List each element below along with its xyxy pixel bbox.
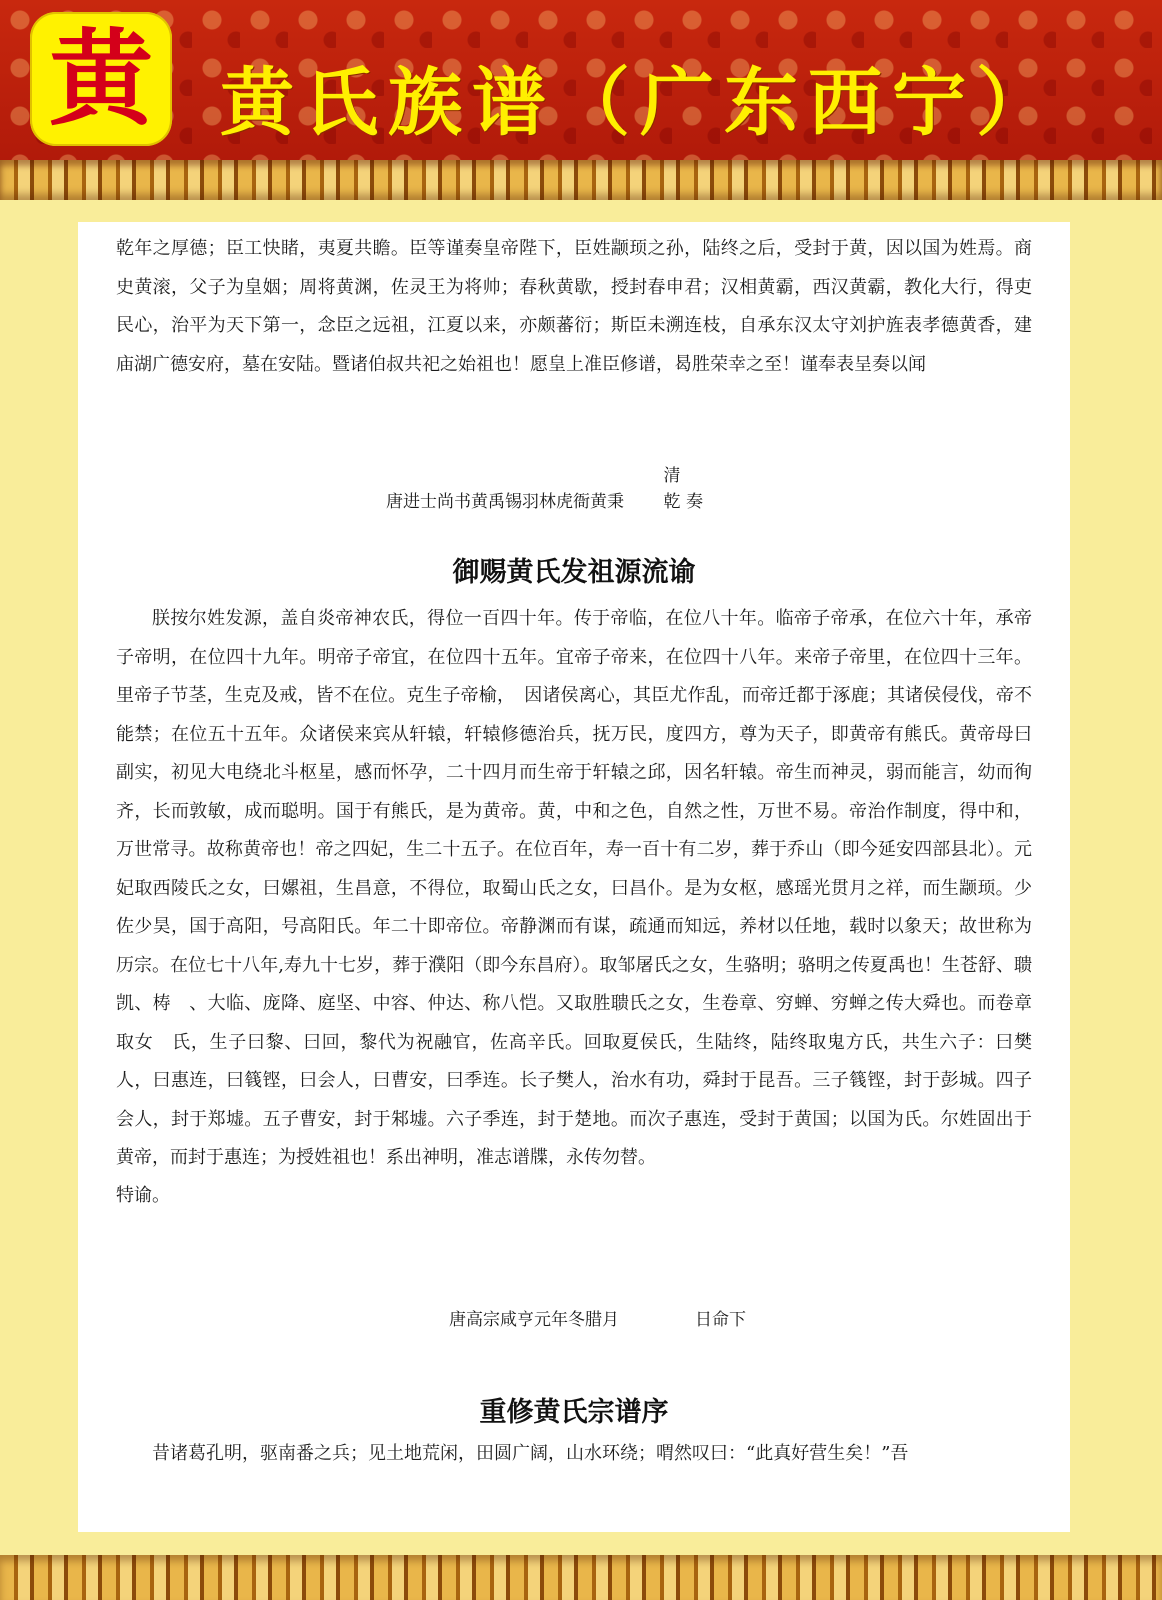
edict-end: 日命下 — [695, 1310, 746, 1330]
signature-end: 奏 — [686, 492, 703, 512]
preface-paragraph: 昔诸葛孔明，驱南番之兵；见土地荒闲，田圆广阔，山水环绕；喟然叹曰：“此真好营生矣！”吾 — [152, 1443, 909, 1464]
memorial-signature — [386, 463, 886, 543]
signature-text: 唐进士尚书黄禹锡羽林虎衙黄秉 — [386, 492, 624, 512]
gold-border-bottom — [0, 1555, 1162, 1600]
signature-stack — [661, 463, 683, 515]
header-banner — [0, 0, 1162, 160]
signature-stack-bottom: 乾 — [663, 492, 681, 512]
memorial-paragraph: 乾年之厚德；臣工快睹，夷夏共瞻。臣等谨奏皇帝陛下，臣姓颛顼之孙，陆终之后，受封于黄，因以国为姓焉。商史黄滚，父子为皇姻；周将黄渊，佐灵王为将帅；春秋黄歇，授封春申君；汉相黄霸，西汉黄霸，教化大行，得吏民心，治平为天下第一，念臣之远祖，江夏以来，亦颇蕃衍；斯臣未溯连枝，自承东汉太守刘护旌表孝德黄香，建庙湖广德安府，墓在安陆。暨诸伯叔共祀之始祖也！愿皇上准臣修谱，曷胜荣幸之至！谨奉表呈奏以闻 — [116, 238, 1032, 375]
edict-closing: 特谕。 — [116, 1184, 170, 1206]
document-page — [78, 222, 1070, 1532]
edict-date: 唐高宗咸亨元年冬腊月 — [449, 1310, 619, 1330]
edict-paragraph: 朕按尔姓发源，盖自炎帝神农氏，得位一百四十年。传于帝临，在位八十年。临帝子帝承，在位六十年，承帝子帝明，在位四十九年。明帝子帝宜，在位四十五年。宜帝子帝来，在位四十八年。来帝子帝里，在位四十三年。里帝子节茎，生克及戒，皆不在位。克生子帝榆， 因诸侯离心，其臣尤作乱，而帝迁都于涿鹿；其诸侯侵伐，帝不能禁；在位五十五年。众诸侯来宾从轩辕，轩辕修德治兵，抚万民，度四方，尊为天子，即黄帝有熊氏。黄帝母曰副实，初见大电绕北斗枢星，感而怀孕，二十四月而生帝于轩辕之邱，因名轩辕。帝生而神灵，弱而能言，幼而徇齐，长而敦敏，成而聪明。国于有熊氏，是为黄帝。黄，中和之色，自然之性，万世不易。帝治作制度，得中和，万世常寻。故称黄帝也！帝之四妃，生二十五子。在位百年，寿一百十有二岁，葬于乔山（即今延安四部县北）。元妃取西陵氏之女，曰嫘祖，生昌意，不得位，取蜀山氏之女，曰昌仆。是为女枢，感瑶光贯月之祥，而生颛顼。少佐少昊，国于高阳，号高阳氏。年二十即帝位。帝静渊而有谋，疏通而知远，养材以任地，载时以象天；故世称为历宗。在位七十八年,寿九十七岁，葬于濮阳（即今东昌府）。取邹屠氏之女，生骆明；骆明之传夏禹也！生苍舒、聩凯、梼 、大临、庞降、庭坚、中容、仲达、称八恺。又取胜聩氏之女，生卷章、穷蝉、穷蝉之传大舜也。而卷章取女 氏，生子曰黎、曰回，黎代为祝融官，佐高辛氏。回取夏侯氏，生陆终，陆终取鬼方氏，共生六子：曰樊人，曰惠连，曰篯铿，曰会人，曰曹安，曰季连。长子樊人，治水有功，舜封于昆吾。三子篯铿，封于彭城。四子会人，封于郑墟。五子曹安，封于邾墟。六子季连，封于楚地。而次子惠连，受封于黄国；以国为氏。尔姓固出于黄帝，而封于惠连；为授姓祖也！系出神明，准志谱牒，永传勿替。 — [116, 608, 1032, 1168]
logo-character: 黄 — [48, 17, 153, 140]
edict-date-line — [449, 1305, 746, 1330]
preface-heading: 重修黄氏宗谱序 — [479, 1397, 669, 1428]
edict-heading: 御赐黄氏发祖源流谕 — [452, 557, 696, 588]
preface-body — [116, 1435, 1032, 1474]
gold-border-top — [0, 160, 1162, 200]
huang-logo — [30, 12, 172, 146]
signature-stack-top: 清 — [663, 466, 681, 486]
edict-body — [116, 600, 1032, 1214]
banner-title: 黄氏族谱（广东西宁） — [220, 60, 1060, 146]
document-content — [116, 230, 1032, 1464]
